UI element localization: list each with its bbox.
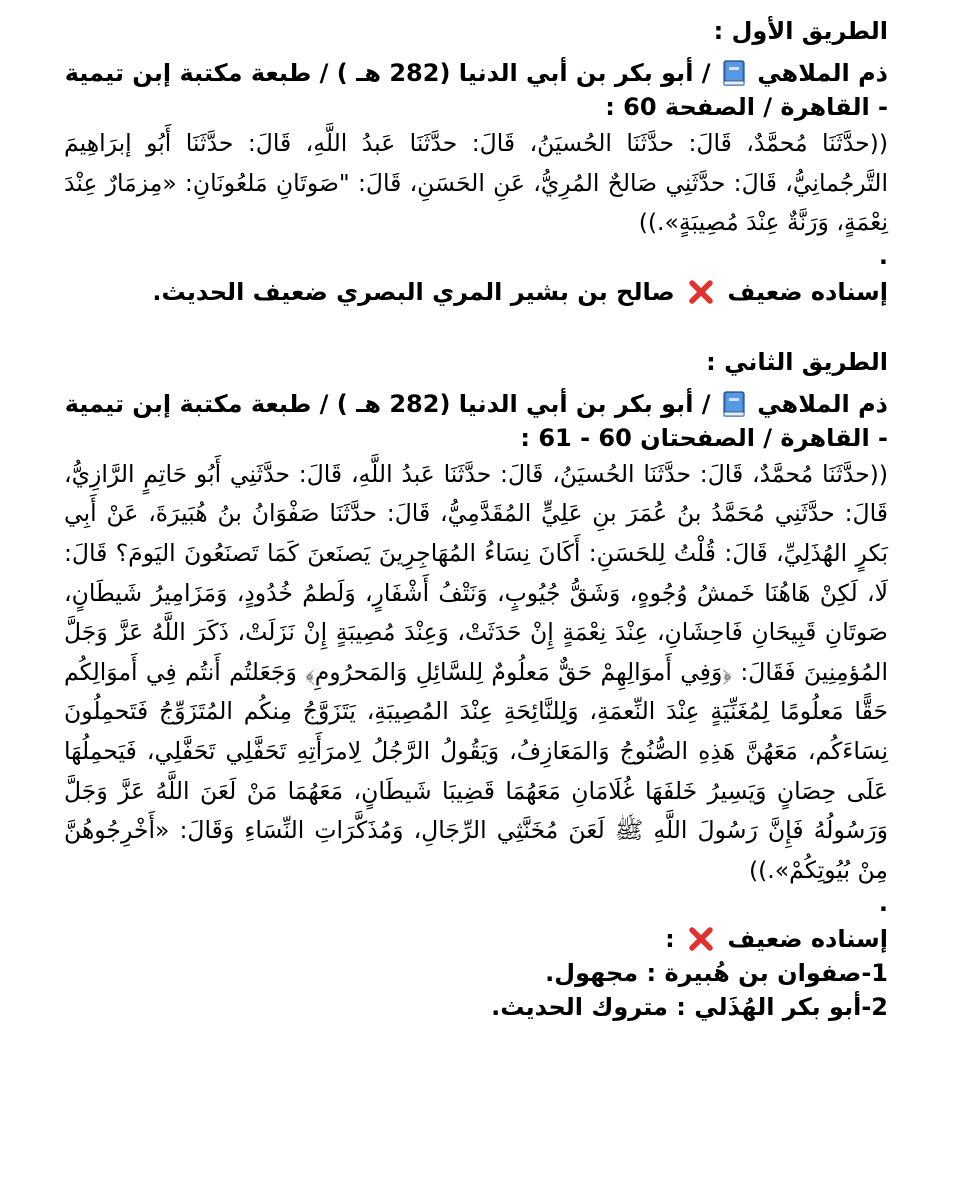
book-icon bbox=[723, 60, 745, 86]
route-2-reason-1: 1-صفوان بن هُبيرة : مجهول. bbox=[545, 959, 888, 988]
route-2-grade-label: إسناده ضعيف bbox=[727, 925, 888, 954]
route-1-grade-label: إسناده ضعيف bbox=[727, 277, 888, 306]
cross-mark-icon bbox=[687, 278, 715, 306]
route-2-heading: الطريق الثاني : bbox=[706, 347, 888, 376]
route-2-citation bbox=[64, 387, 888, 455]
route-1-heading: الطريق الأول : bbox=[713, 17, 888, 45]
cross-mark-icon bbox=[687, 925, 715, 953]
route-2-separator-dot: . bbox=[878, 889, 888, 918]
route-2-grade bbox=[64, 922, 888, 956]
route-2-section bbox=[64, 345, 888, 1025]
route-1-citation bbox=[64, 56, 888, 124]
route-2-reason-2: 2-أبو بكر الهُذَلي : متروك الحديث. bbox=[491, 993, 888, 1022]
route-1-book-title: ذم الملاهي bbox=[757, 59, 888, 87]
route-2-book-title: ذم الملاهي bbox=[757, 389, 888, 418]
route-1-citation-details: / أبو بكر بن أبي الدنيا (282 هـ ) / طبعة مكتبة إبن تيمية - القاهرة / الصفحة 60 : bbox=[64, 59, 888, 121]
route-1-grade bbox=[64, 275, 888, 309]
route-2-grade-colon: : bbox=[665, 925, 675, 954]
route-1-hadith-text: ((حدَّثَنَا مُحمَّدٌ، قَالَ: حدَّثَنَا الحُسيَنُ، قَالَ: حدَّثَنَا عَبدُ اللَّهِ، قَالَ: حدَّثَنَا أَبُو إبرَاهِيمَ التَّرجُمانِيُّ، قَالَ: حدَّثَنِي صَالحٌ المُرِيُّ، عَنِ الحَسَنِ، قَالَ: "صَوتَانِ مَلعُونَانِ: «مِزمَارٌ عِنْدَ نِعْمَةٍ، وَرَنَّةٌ عِنْدَ مُصِيبَةٍ».)) bbox=[64, 129, 888, 237]
route-1-section bbox=[64, 14, 888, 309]
route-1-grade-reason: صالح بن بشير المري البصري ضعيف الحديث. bbox=[152, 277, 675, 306]
book-icon bbox=[723, 391, 745, 417]
route-2-citation-details: / أبو بكر بن أبي الدنيا (282 هـ ) / طبعة مكتبة إبن تيمية - القاهرة / الصفحتان 60 - 61 : bbox=[64, 389, 888, 452]
section-spacer bbox=[64, 309, 888, 345]
route-1-separator-dot: . bbox=[878, 241, 888, 270]
route-2-hadith-text: ((حدَّثَنَا مُحمَّدٌ، قَالَ: حدَّثَنَا الحُسيَنُ، قَالَ: حدَّثَنَا عَبدُ اللَّهِ، قَالَ: حدَّثَنِي أَبُو حَاتِمٍ الرَّازِيُّ، قَالَ: حدَّثَنِي مُحَمَّدُ بنُ عُمَرَ بنِ عَلِيٍّ المُقَدَّمِيُّ، قَالَ: حدَّثَنَا صَفْوَانُ بنُ هُبَيرَةَ، عَنْ أَبِي بَكرٍ الهُذَلِيِّ، قَالَ: قُلْتُ لِلحَسَنِ: أَكَانَ نِسَاءُ المُهَاجِرِينَ يَصنَعنَ كَمَا تَصنَعُونَ اليَومَ؟ قَالَ: لَا، لَكِنْ هَاهُنَا خَمشُ وُجُوهٍ، وَشَقُّ جُيُوبٍ، وَنَتْفُ أَشْفَارٍ، وَلَطمُ خُدُودٍ، وَمَزَامِيرُ شَيطَانٍ، صَوتَانِ قَبِيحَانِ فَاحِشَانِ، عِنْدَ نِعْمَةٍ إِنْ حَدَثَتْ، وَعِنْدَ مُصِيبَةٍ إِنْ نَزَلَتْ، ذَكَرَ اللَّهُ عَزَّ وَجَلَّ المُؤمِنِينَ فَقَالَ: ﴿وَفِي أَموَالِهِمْ حَقٌّ مَعلُومٌ لِلسَّائِلِ وَالمَحرُومِ﴾ وَجَعَلتُم أَنتُم فِي أَموَالِكُم حَقًّا مَعلُومًا لِمُغَنِّيَةٍ عِنْدَ النِّعمَةِ، وَلِلنَّائِحَةِ عِنْدَ المُصِيبَةِ، يَتَزَوَّجُ مِنكُم المُتَزَوِّجُ فَتَحمِلُونَ نِسَاءَكُم، مَعَهُنَّ هَذِهِ الصُّنُوجُ وَالمَعَازِفُ، وَيَقُولُ الرَّجُلُ لِامرَأَتِهِ تَحَفَّلِي تَحَفَّلِي، فَيَحمِلُهَا عَلَى حِصَانٍ وَيَسِيرُ خَلفَهَا غُلَامَانِ مَعَهُمَا قَضِيبَا شَيطَانٍ، مَعَهُمَا مَنْ لَعَنَ اللَّهُ عَزَّ وَجَلَّ وَرَسُولُهُ فَإِنَّ رَسُولَ اللَّهِ ﷺ لَعَنَ مُخَنَّثِي الرِّجَالِ، وَمُذَكَّرَاتِ النِّسَاءِ وَقَالَ: «أَخْرِجُوهُنَّ مِنْ بُيُوتِكُمْ».)) bbox=[64, 459, 888, 884]
